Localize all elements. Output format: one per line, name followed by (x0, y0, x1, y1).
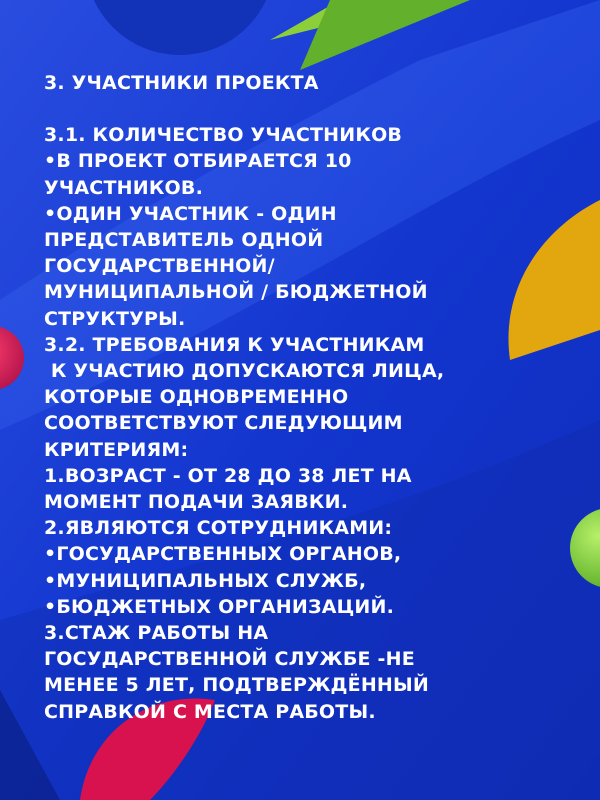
text-line: •МУНИЦИПАЛЬНЫХ СЛУЖБ, (44, 569, 367, 592)
text-line: СТРУКТУРЫ. (44, 307, 186, 330)
text-line: •ГОСУДАРСТВЕННЫХ ОРГАНОВ, (44, 543, 402, 566)
text-line: •ОДИН УЧАСТНИК - ОДИН (44, 202, 337, 225)
text-line: •В ПРОЕКТ ОТБИРАЕТСЯ 10 (44, 150, 352, 173)
text-line: СПРАВКОЙ С МЕСТА РАБОТЫ. (44, 700, 376, 723)
text-line: К УЧАСТИЮ ДОПУСКАЮТСЯ ЛИЦА, (44, 360, 445, 383)
section-title: 3. УЧАСТНИКИ ПРОЕКТА (44, 72, 319, 94)
text-line: КРИТЕРИЯМ: (44, 438, 189, 461)
text-line: 2.ЯВЛЯЮТСЯ СОТРУДНИКАМИ: (44, 517, 393, 540)
text-line: ПРЕДСТАВИТЕЛЬ ОДНОЙ (44, 229, 324, 252)
text-line: КОТОРЫЕ ОДНОВРЕМЕННО (44, 386, 349, 409)
text-line: МУНИЦИПАЛЬНОЙ / БЮДЖЕТНОЙ (44, 281, 428, 304)
text-line: 3.1. КОЛИЧЕСТВО УЧАСТНИКОВ (44, 124, 403, 147)
text-line: МЕНЕЕ 5 ЛЕТ, ПОДТВЕРЖДЁННЫЙ (44, 674, 430, 697)
text-line: УЧАСТНИКОВ. (44, 176, 203, 199)
document-text (44, 70, 564, 725)
text-line: 3.СТАЖ РАБОТЫ НА (44, 622, 269, 645)
text-line: •БЮДЖЕТНЫХ ОРГАНИЗАЦИЙ. (44, 595, 395, 618)
text-line: 3.2. ТРЕБОВАНИЯ К УЧАСТНИКАМ (44, 333, 425, 356)
text-line: МОМЕНТ ПОДАЧИ ЗАЯВКИ. (44, 491, 349, 514)
text-line: ГОСУДАРСТВЕННОЙ/ (44, 255, 275, 278)
text-line: СООТВЕТСТВУЮТ СЛЕДУЮЩИМ (44, 412, 403, 435)
text-line: ГОСУДАРСТВЕННОЙ СЛУЖБЕ -НЕ (44, 648, 415, 671)
text-line: 1.ВОЗРАСТ - ОТ 28 ДО 38 ЛЕТ НА (44, 464, 412, 487)
